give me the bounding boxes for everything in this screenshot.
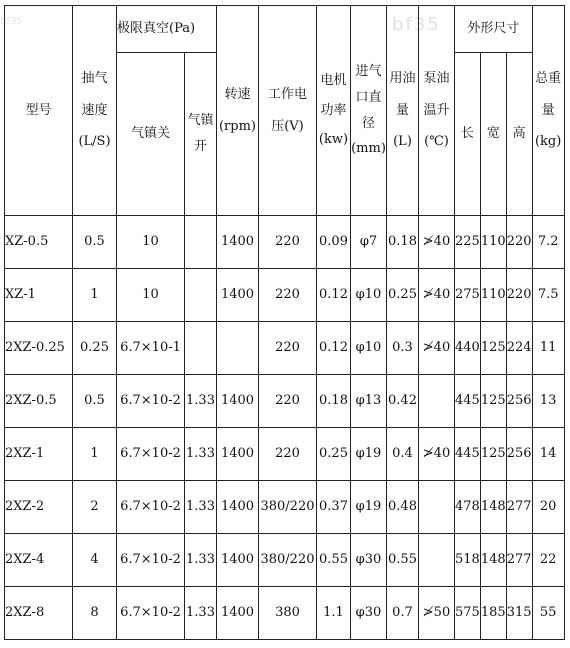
cell-oil: 0.3 xyxy=(387,322,419,375)
cell-oil: 0.18 xyxy=(387,216,419,269)
cell-weight: 13 xyxy=(532,375,564,428)
cell-vacuum-gas-off: 10 xyxy=(117,216,185,269)
cell-rpm: 1400 xyxy=(217,216,259,269)
cell-vacuum-gas-off: 6.7×10-2 xyxy=(117,587,185,640)
cell-rpm: 1400 xyxy=(217,375,259,428)
table-body xyxy=(5,216,565,640)
cell-vacuum-gas-off: 6.7×10-2 xyxy=(117,375,185,428)
cell-length: 575 xyxy=(455,587,481,640)
cell-temp xyxy=(419,534,455,587)
cell-height: 277 xyxy=(506,534,532,587)
cell-height: 224 xyxy=(506,322,532,375)
header-oil: 用油 量 (L) xyxy=(387,6,419,216)
cell-width: 148 xyxy=(480,534,506,587)
cell-vacuum-gas-on: 1.33 xyxy=(185,428,217,481)
table-row xyxy=(5,587,565,640)
cell-rpm: 1400 xyxy=(217,534,259,587)
cell-temp xyxy=(419,375,455,428)
table-row xyxy=(5,269,565,322)
cell-vacuum-gas-on: 1.33 xyxy=(185,534,217,587)
cell-weight: 7.2 xyxy=(532,216,564,269)
cell-rpm: 1400 xyxy=(217,481,259,534)
cell-vacuum-gas-on xyxy=(185,216,217,269)
cell-length: 440 xyxy=(455,322,481,375)
cell-temp: ≯40 xyxy=(419,216,455,269)
cell-power: 0.55 xyxy=(317,534,351,587)
watermark-small: bf35 xyxy=(0,16,23,27)
watermark: bf35 xyxy=(392,14,441,35)
cell-rpm: 1400 xyxy=(217,269,259,322)
cell-width: 110 xyxy=(480,216,506,269)
cell-oil: 0.55 xyxy=(387,534,419,587)
cell-voltage: 220 xyxy=(259,322,317,375)
cell-power: 0.12 xyxy=(317,322,351,375)
table-row xyxy=(5,534,565,587)
cell-power: 0.37 xyxy=(317,481,351,534)
cell-inlet: φ30 xyxy=(351,534,387,587)
cell-vacuum-gas-off: 6.7×10-1 xyxy=(117,322,185,375)
cell-height: 256 xyxy=(506,375,532,428)
cell-oil: 0.42 xyxy=(387,375,419,428)
cell-oil: 0.48 xyxy=(387,481,419,534)
cell-oil: 0.4 xyxy=(387,428,419,481)
cell-weight: 22 xyxy=(532,534,564,587)
cell-temp: ≯50 xyxy=(419,587,455,640)
cell-weight: 20 xyxy=(532,481,564,534)
cell-inlet: φ19 xyxy=(351,428,387,481)
cell-power: 0.18 xyxy=(317,375,351,428)
header-inlet: 进气 口直 径 (mm) xyxy=(351,6,387,216)
cell-height: 220 xyxy=(506,216,532,269)
table-row xyxy=(5,428,565,481)
header-temp: 泵油 温升 (℃) xyxy=(419,6,455,216)
cell-length: 445 xyxy=(455,375,481,428)
cell-voltage: 380/220 xyxy=(259,481,317,534)
cell-height: 315 xyxy=(506,587,532,640)
cell-model: XZ-0.5 xyxy=(5,216,73,269)
cell-vacuum-gas-off: 10 xyxy=(117,269,185,322)
cell-vacuum-gas-on xyxy=(185,322,217,375)
cell-width: 185 xyxy=(480,587,506,640)
cell-width: 125 xyxy=(480,428,506,481)
cell-width: 148 xyxy=(480,481,506,534)
cell-power: 0.12 xyxy=(317,269,351,322)
table-row xyxy=(5,375,565,428)
cell-inlet: φ30 xyxy=(351,587,387,640)
cell-power: 0.09 xyxy=(317,216,351,269)
cell-weight: 11 xyxy=(532,322,564,375)
cell-inlet: φ7 xyxy=(351,216,387,269)
table-row xyxy=(5,481,565,534)
cell-power: 1.1 xyxy=(317,587,351,640)
cell-speed: 4 xyxy=(73,534,117,587)
cell-weight: 55 xyxy=(532,587,564,640)
cell-length: 445 xyxy=(455,428,481,481)
cell-speed: 1 xyxy=(73,428,117,481)
cell-speed: 0.5 xyxy=(73,216,117,269)
cell-inlet: φ10 xyxy=(351,322,387,375)
cell-speed: 1 xyxy=(73,269,117,322)
cell-voltage: 220 xyxy=(259,216,317,269)
cell-height: 220 xyxy=(506,269,532,322)
cell-length: 478 xyxy=(455,481,481,534)
cell-voltage: 220 xyxy=(259,375,317,428)
cell-weight: 7.5 xyxy=(532,269,564,322)
header-rpm: 转速 (rpm) xyxy=(217,6,259,216)
cell-temp xyxy=(419,481,455,534)
cell-height: 277 xyxy=(506,481,532,534)
cell-vacuum-gas-on xyxy=(185,269,217,322)
cell-model: 2XZ-2 xyxy=(5,481,73,534)
cell-model: 2XZ-8 xyxy=(5,587,73,640)
cell-vacuum-gas-off: 6.7×10-2 xyxy=(117,428,185,481)
cell-temp: ≯40 xyxy=(419,428,455,481)
cell-rpm: 1400 xyxy=(217,428,259,481)
header-length: 长 xyxy=(455,53,481,216)
cell-width: 125 xyxy=(480,375,506,428)
cell-model: 2XZ-1 xyxy=(5,428,73,481)
cell-model: XZ-1 xyxy=(5,269,73,322)
header-height: 高 xyxy=(506,53,532,216)
cell-length: 225 xyxy=(455,216,481,269)
cell-length: 518 xyxy=(455,534,481,587)
cell-height: 256 xyxy=(506,428,532,481)
cell-speed: 0.5 xyxy=(73,375,117,428)
cell-inlet: φ13 xyxy=(351,375,387,428)
cell-temp: ≯40 xyxy=(419,269,455,322)
cell-model: 2XZ-0.5 xyxy=(5,375,73,428)
cell-inlet: φ10 xyxy=(351,269,387,322)
cell-rpm xyxy=(217,322,259,375)
cell-speed: 2 xyxy=(73,481,117,534)
cell-width: 125 xyxy=(480,322,506,375)
cell-power: 0.25 xyxy=(317,428,351,481)
cell-voltage: 380/220 xyxy=(259,534,317,587)
header-width: 宽 xyxy=(480,53,506,216)
header-voltage: 工作电 压(V) xyxy=(259,6,317,216)
header-weight: 总重 量 (kg) xyxy=(532,6,564,216)
header-model: 型号 xyxy=(5,6,73,216)
header-vacuum-group: 极限真空(Pa) xyxy=(117,6,217,53)
cell-vacuum-gas-off: 6.7×10-2 xyxy=(117,481,185,534)
table-row xyxy=(5,322,565,375)
cell-voltage: 380 xyxy=(259,587,317,640)
cell-width: 110 xyxy=(480,269,506,322)
cell-rpm: 1400 xyxy=(217,587,259,640)
cell-oil: 0.25 xyxy=(387,269,419,322)
spec-table xyxy=(4,5,565,640)
cell-weight: 14 xyxy=(532,428,564,481)
cell-vacuum-gas-on: 1.33 xyxy=(185,375,217,428)
header-dims-group: 外形尺寸 xyxy=(455,6,533,53)
cell-vacuum-gas-off: 6.7×10-2 xyxy=(117,534,185,587)
cell-vacuum-gas-on: 1.33 xyxy=(185,587,217,640)
cell-oil: 0.7 xyxy=(387,587,419,640)
cell-model: 2XZ-4 xyxy=(5,534,73,587)
cell-speed: 8 xyxy=(73,587,117,640)
cell-length: 275 xyxy=(455,269,481,322)
table-row xyxy=(5,216,565,269)
cell-inlet: φ19 xyxy=(351,481,387,534)
header-speed: 抽气 速度 (L/S) xyxy=(73,6,117,216)
header-gas-off: 气镇关 xyxy=(117,53,185,216)
header-power: 电机 功率 (kw) xyxy=(317,6,351,216)
cell-vacuum-gas-on: 1.33 xyxy=(185,481,217,534)
cell-voltage: 220 xyxy=(259,428,317,481)
cell-temp: ≯40 xyxy=(419,322,455,375)
header-gas-on: 气镇 开 xyxy=(185,53,217,216)
cell-speed: 0.25 xyxy=(73,322,117,375)
cell-model: 2XZ-0.25 xyxy=(5,322,73,375)
cell-voltage: 220 xyxy=(259,269,317,322)
